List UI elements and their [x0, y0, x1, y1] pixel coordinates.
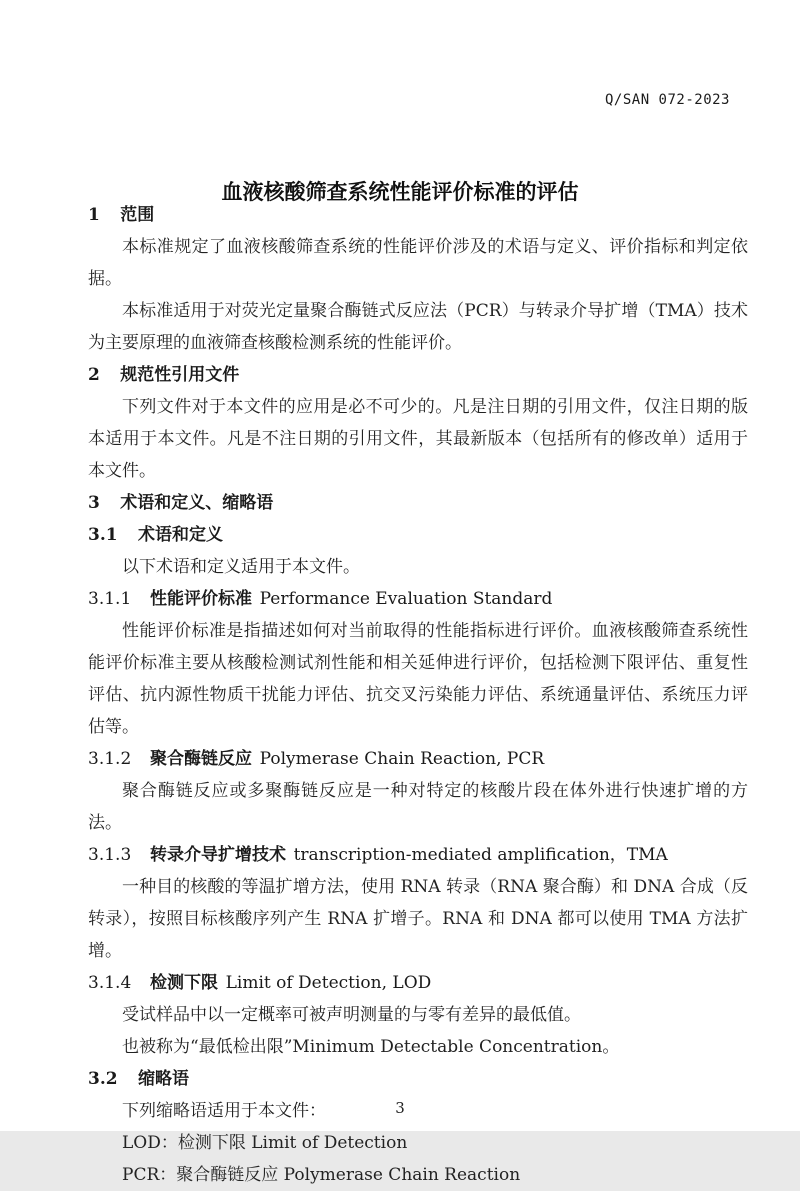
term-heading: [88, 967, 748, 999]
clause-heading: [88, 519, 748, 551]
clause-heading: [88, 487, 748, 519]
term-heading: [88, 583, 748, 615]
term-heading: [88, 839, 748, 871]
term-name-zh: 聚合酶链反应: [149, 749, 252, 769]
clause-number: 3.2: [88, 1069, 118, 1089]
clause-heading: [88, 199, 748, 231]
clause-title: 规范性引用文件: [120, 365, 240, 385]
paragraph: 以下术语和定义适用于本文件。: [122, 557, 360, 577]
document-title: 血液核酸筛查系统性能评价标准的评估: [221, 180, 579, 205]
term-name-zh: 转录介导扩增技术: [149, 845, 286, 865]
term-number: 3.1.4: [88, 973, 132, 993]
paragraph: 下列缩略语适用于本文件：: [122, 1101, 326, 1121]
clause-heading: [88, 1063, 748, 1095]
content-blocks: [88, 199, 748, 1191]
paragraph: 受试样品中以一定概率可被声明测量的与零有差异的最低值。: [122, 1005, 581, 1025]
term-name-zh: 性能评价标准: [149, 589, 252, 609]
clause-number: 1: [88, 205, 100, 225]
term-name-en: Performance Evaluation Standard: [259, 589, 553, 609]
clause-title: 范围: [120, 205, 155, 225]
term-heading: [88, 743, 748, 775]
paragraph: PCR：聚合酶链反应 Polymerase Chain Reaction: [122, 1165, 521, 1185]
clause-title: 术语和定义、缩略语: [120, 493, 274, 513]
paragraph: 聚合酶链反应或多聚酶链反应是一种对特定的核酸片段在体外进行快速扩增的方法。: [88, 781, 748, 833]
paragraph: 下列文件对于本文件的应用是必不可少的。凡是注日期的引用文件，仅注日期的版本适用于本文件。凡是不注日期的引用文件，其最新版本（包括所有的修改单）适用于本文件。: [88, 397, 748, 481]
term-number: 3.1.1: [88, 589, 132, 609]
clause-number: 3.1: [88, 525, 118, 545]
clause-title: 术语和定义: [137, 525, 223, 545]
paragraph: 本标准规定了血液核酸筛查系统的性能评价涉及的术语与定义、评价指标和判定依据。: [88, 237, 748, 289]
clause-title: 缩略语: [137, 1069, 189, 1089]
paragraph: 本标准适用于对荧光定量聚合酶链式反应法（PCR）与转录介导扩增（TMA）技术为主要原理的血液筛查核酸检测系统的性能评价。: [88, 301, 748, 353]
clause-number: 3: [88, 493, 100, 513]
term-name-en: Limit of Detection, LOD: [225, 973, 432, 993]
term-number: 3.1.2: [88, 749, 132, 769]
term-name-en: Polymerase Chain Reaction, PCR: [259, 749, 545, 769]
document-code: Q/SAN 072-2023: [604, 92, 730, 108]
paragraph: LOD：检测下限 Limit of Detection: [122, 1133, 408, 1153]
page-number: 3: [395, 1099, 405, 1117]
clause-number: 2: [88, 365, 100, 385]
clause-heading: [88, 359, 748, 391]
term-number: 3.1.3: [88, 845, 132, 865]
paragraph: 也被称为“最低检出限”Minimum Detectable Concentration。: [122, 1037, 620, 1057]
term-name-zh: 检测下限: [149, 973, 218, 993]
term-name-en: transcription-mediated amplification，TMA: [293, 845, 668, 865]
paragraph: 一种目的核酸的等温扩增方法，使用 RNA 转录（RNA 聚合酶）和 DNA 合成（反转录），按照目标核酸序列产生 RNA 扩增子。RNA 和 DNA 都可以使用 TMA 方法扩增。: [88, 877, 748, 961]
paragraph: 性能评价标准是指描述如何对当前取得的性能指标进行评价。血液核酸筛查系统性能评价标准主要从核酸检测试剂性能和相关延伸进行评价，包括检测下限评估、重复性评估、抗内源性物质干扰能力评估、抗交叉污染能力评估、系统通量评估、系统压力评估等。: [88, 621, 748, 737]
